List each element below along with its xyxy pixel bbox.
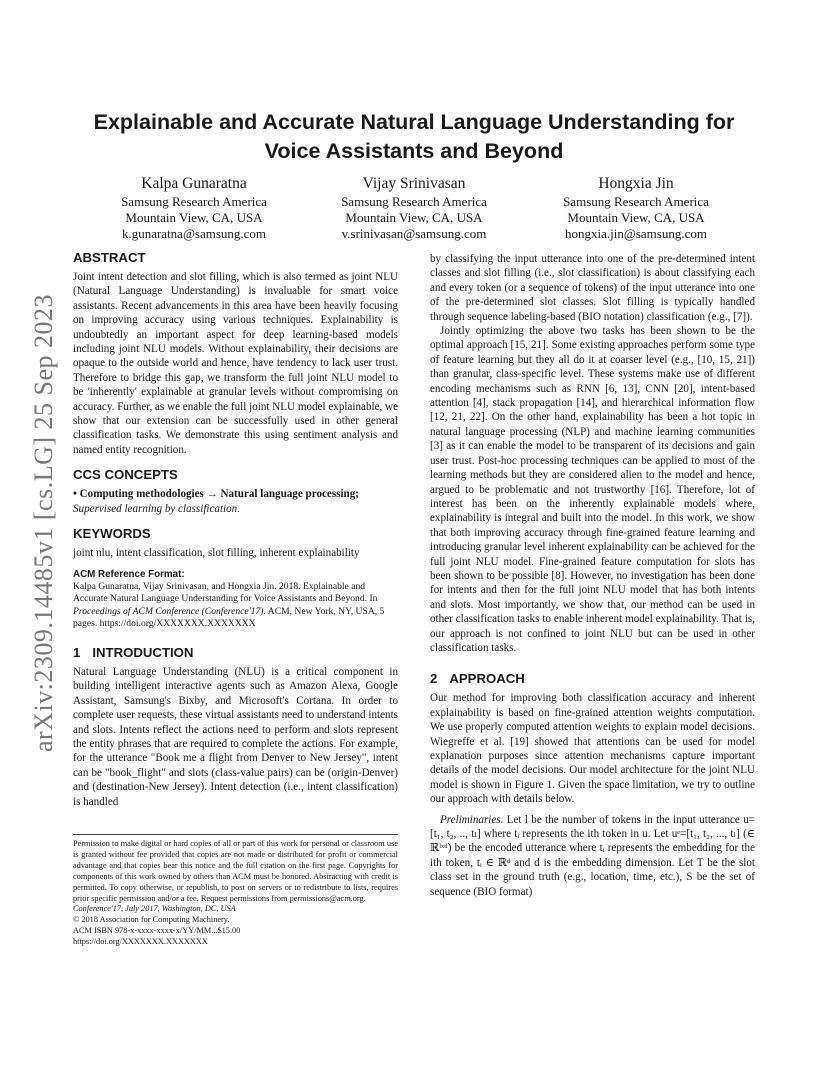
author-block-1 (84, 174, 304, 242)
right-paragraph-1: by classifying the input utterance into one of the pre-determined intent classes and slot filling (i.e., slot classification) is about classifying each and every token (or a sequence of tokens) of the input utterance into one of the pre-determined slot classes. Slot filling is typically handled through sequence labeling-based (BIO notation) classification (e.g., [7]). (430, 253, 755, 323)
author-email: v.srinivasan@samsung.com (341, 226, 487, 241)
author-email: hongxia.jin@samsung.com (565, 226, 707, 241)
copyright-line: © 2018 Association for Computing Machinery. (73, 915, 230, 925)
approach-number: 2 (430, 671, 438, 687)
author-org: Samsung Research America (341, 194, 487, 209)
right-column (430, 252, 755, 899)
author-block-2 (304, 174, 524, 242)
approach-title: APPROACH (449, 671, 525, 687)
author-email: k.gunaratna@samsung.com (121, 226, 267, 241)
arxiv-stamp (20, 288, 68, 758)
title-line-2: Voice Assistants and Beyond (264, 139, 564, 163)
author-name: Vijay Srinivasan (362, 175, 466, 192)
acm-ref-text (73, 581, 398, 631)
arxiv-stamp-text: arXiv:2309.14485v1 [cs.LG] 25 Sep 2023 (29, 293, 58, 753)
keywords-text: joint nlu, intent classification, slot filling, inherent explainability (73, 547, 360, 560)
author-location: Mountain View, CA, USA (345, 210, 483, 225)
paper-title (70, 108, 758, 166)
right-paragraph-2: Jointly optimizing the above two tasks has been shown to be the optimal approach [15, 21]. Some existing approaches perform some type of feature learning but they all do it at coarser level (e.g., [10, 15, 21]) than granular, class-specific level. These systems make use of different encoding mechanisms such as RNN [6, 13], CNN [20], intent-based attention [4], stack propagation [14], and hierarchical information flow [12, 21, 22]. On the other hand, explainability has been a hot topic in natural language processing (NLP) and machine learning communities [3] as it can enable the model to be transparent of its decisions and gain user trust. Post-hoc processing techniques can be applied to most of the learning methods but they are considered alien to the model and hence, argued to be problematic and not trustworthy [16]. Therefore, lot of interest has been on the inherently explainable models where, explainability is integral and built into the model. In this work, we show that both improving accuracy through fine-grained feature learning and introducing granular level inherent explainability can be achieved for the full joint NLU model. Fine-grained feature computation for slots has been shown to be possible [8]. However, no investigation has been done for intents and then for the full joint NLU model that has both intents and slots. Most importantly, we show that, our method can be used in other classification tasks to enable inherent model explainability. That is, our approach is not confined to joint NLU but can be used in other classification tasks. (430, 325, 755, 654)
acm-ref-part1: Kalpa Gunaratna, Vijay Srinivasan, and Hongxia Jin. 2018. Explainable and Accurate Natural Language Understanding for Voice Assistants and Beyond. In (73, 580, 378, 605)
abstract-text: Joint intent detection and slot filling, which is also termed as joint NLU (Natural Language Understanding) is invaluable for smart voice assistants. Recent advancements in this area have been heavily focusing on improving accuracy using various techniques. Explainability is undoubtedly an important aspect for deep learning-based models including joint NLU models. Without explainability, their decisions are opaque to the outside world and hence, have tendency to lack user trust. Therefore to bridge this gap, we transform the full joint NLU model to be 'inherently' explainable at granular levels without compromising on accuracy. Further, as we enable the full joint NLU model explainable, we show that our extension can be successfully used in other general classification tasks. We demonstrate this using sentiment analysis and named entity recognition. (73, 271, 398, 456)
author-block-3 (526, 174, 746, 242)
preliminaries-paragraph (430, 813, 755, 899)
approach-heading (430, 671, 755, 687)
intro-number: 1 (73, 644, 81, 660)
author-location: Mountain View, CA, USA (125, 210, 263, 225)
author-org: Samsung Research America (563, 194, 709, 209)
author-location: Mountain View, CA, USA (567, 210, 705, 225)
isbn-line: ACM ISBN 978-x-xxxx-xxxx-x/YY/MM...$15.00 (73, 926, 241, 936)
intro-text: Natural Language Understanding (NLU) is a critical component in building intelligent interactive agents such as Amazon Alexa, Google Assistant, Samsung's Bixby, and Microsoft's Cortana. In order to complete user requests, these virtual assistants need to understand intents and slots. Intents reflect the actions need to perform and slots represent the entity phrases that are required to complete the actions. For example, for the utterance "Book me a flight from Denver to New Jersey", intent can be "book_flight" and slots (class-value pairs) can be (origin-Denver) and (destination-New Jersey). Intent detection (i.e., intent classification) is handled (73, 665, 398, 808)
preliminaries-text: Let l be the number of tokens in the input utterance u=[t₁, t₂, .., tₗ] where tᵢ represents the ith token in u. Let uᵉ=[t₁, t₂, ..., tₗ] (∈ ℝˡˣᵈ) be the encoded utterance where tᵢ represents the embedding for the ith token, tᵢ ∈ ℝᵈ and d is the embedding dimension. Let T be the slot class set in the ground truth (e.g., location, time, etc.), S be the set of sequence (BIO format) (430, 813, 755, 898)
doi-line: https://doi.org/XXXXXXX.XXXXXXX (73, 937, 208, 947)
author-name: Kalpa Gunaratna (141, 175, 247, 192)
title-line-1: Explainable and Accurate Natural Language Understanding for (93, 110, 735, 134)
acm-ref-heading: ACM Reference Format: (73, 568, 185, 580)
permission-text: Permission to make digital or hard copies of all or part of this work for personal or classroom use is granted without fee provided that copies are not made or distributed for profit or commercial advantage and that copies bear this notice and the full citation on the first page. Copyrights for components of this work owned by others than ACM must be honored. Abstracting with credit is permitted. To copy otherwise, or republish, to post on servers or to redistribute to lists, requires prior specific permission and/or a fee. Request permissions from permissions@acm.org. (73, 839, 398, 903)
left-column (73, 250, 398, 809)
approach-paragraph: Our method for improving both classification accuracy and inherent explainability is based on fine-grained attention weights computation. We use properly computed attention weights to explain model decisions. Wiegreffe et al. [19] showed that attentions can be used for model explanation purposes since attention mechanisms capture important details of the model decisions. Our model architecture for the joint NLU model is shown in Figure 1. Given the space limitation, we try to outline our approach with details below. (430, 692, 755, 806)
author-org: Samsung Research America (121, 194, 267, 209)
copyright-footnote (73, 834, 398, 948)
keywords-heading: KEYWORDS (73, 526, 151, 542)
preliminaries-label: Preliminaries. (440, 813, 504, 826)
ccs-heading: CCS CONCEPTS (73, 467, 178, 483)
conference-info: Conference'17, July 2017, Washington, DC, USA (73, 904, 236, 914)
intro-heading (73, 645, 398, 661)
abstract-heading: ABSTRACT (73, 250, 146, 265)
ccs-italic: Supervised learning by classification. (73, 502, 240, 515)
acm-ref-part2: ACM, New York, NY, USA, 5 pages. https://doi.org/XXXXXXX.XXXXXXX (73, 605, 385, 630)
ccs-text (73, 487, 398, 516)
acm-ref-italic: Proceedings of ACM Conference (Conference'17). (73, 605, 266, 617)
author-name: Hongxia Jin (598, 175, 674, 192)
intro-title: INTRODUCTION (92, 644, 194, 660)
ccs-bold: • Computing methodologies → Natural language processing; (73, 488, 359, 501)
